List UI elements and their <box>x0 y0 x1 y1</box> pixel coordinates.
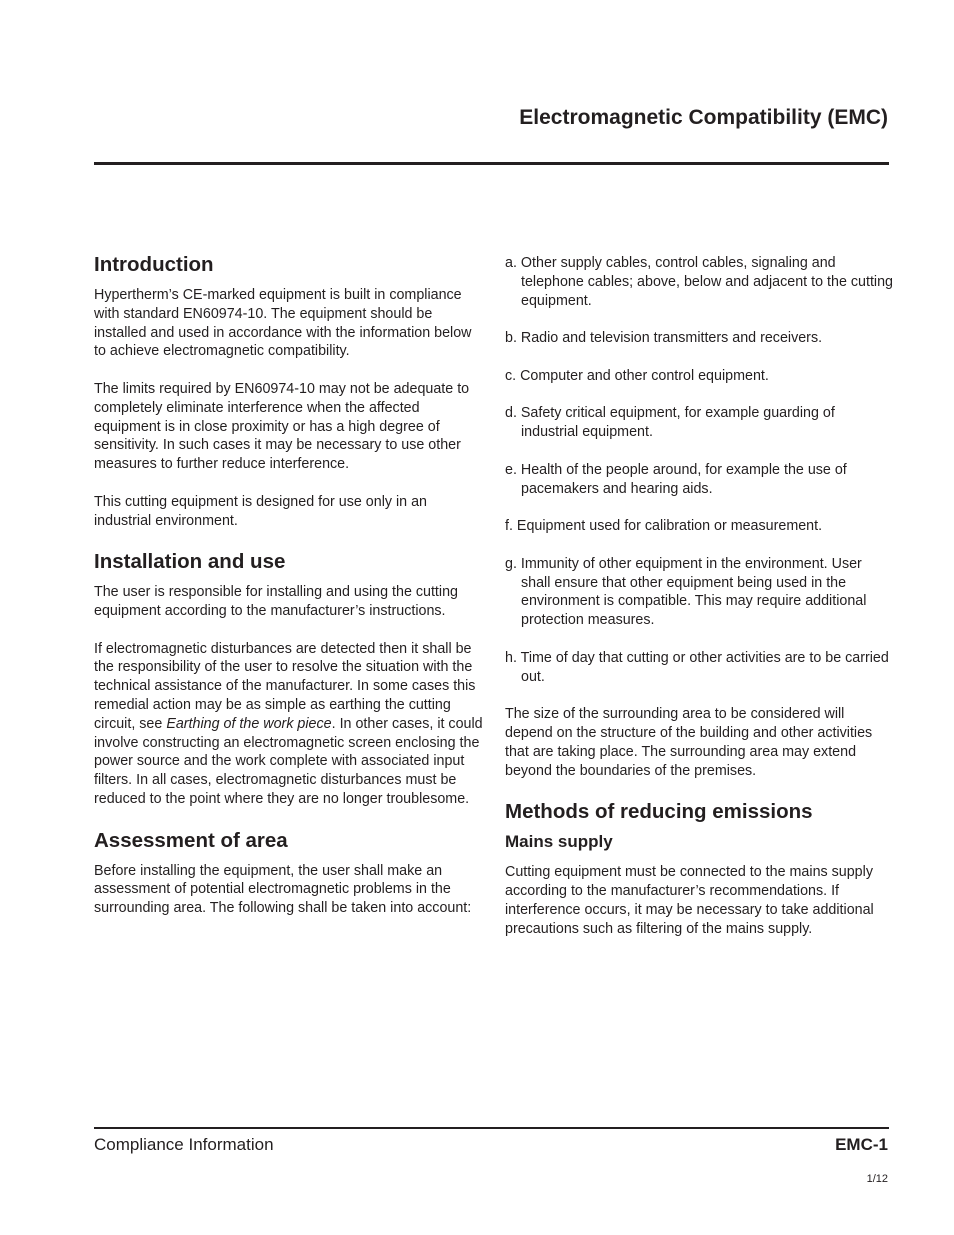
footer-rule <box>94 1127 889 1129</box>
intro-paragraph-2: The limits required by EN60974-10 may not be adequate to completely eliminate interference when the affected equipment is in close proximity or has a high degree of sensitivity. In such cases it may be necessary to use other measures to further reduce interference. <box>94 380 470 473</box>
assess-paragraph-1: Before installing the equipment, the user shall make an assessment of potential electromagnetic problems in the surrounding area. The following shall be taken into account: <box>94 862 472 917</box>
right-column <box>505 252 893 957</box>
list-item-f: f. Equipment used for calibration or measurement. <box>505 518 823 535</box>
assessment-heading: Assessment of area <box>94 828 288 852</box>
list-item-e: e. Health of the people around, for example the use of pacemakers and hearing aids. <box>505 461 847 497</box>
list-item-a: a. Other supply cables, control cables, signaling and telephone cables; above, below and adjacent to the cutting equipment. <box>505 255 893 309</box>
list-item-g: g. Immunity of other equipment in the environment. User shall ensure that other equipment being used in the environment is compatible. This may require additional protection measures. <box>505 555 867 629</box>
mains-supply-heading: Mains supply <box>505 832 613 852</box>
intro-paragraph-3: This cutting equipment is designed for use only in an industrial environment. <box>94 493 427 529</box>
page-title: Electromagnetic Compatibility (EMC) <box>519 106 888 129</box>
introduction-heading: Introduction <box>94 253 214 276</box>
mains-supply-paragraph: Cutting equipment must be connected to the mains supply according to the manufacturer’s recommendations. If interference occurs, it may be necessary to take additional precautions such as filtering of the mains supply. <box>505 864 874 937</box>
methods-heading: Methods of reducing emissions <box>505 800 813 824</box>
install-text-before: If electromagnetic disturbances are detected then it shall be the responsibility of the user to resolve the situation with the technical assistance of the manufacturer. In some cases this remedial action may be as simple as earthing the cutting circuit, see <box>94 640 476 732</box>
left-column <box>94 252 484 937</box>
surrounding-area-paragraph: The size of the surrounding area to be considered will depend on the structure of the building and other activities that are taking place. The surrounding area may extend beyond the boundaries of the premises. <box>505 706 873 779</box>
list-item-h: h. Time of day that cutting or other activities are to be carried out. <box>505 649 889 685</box>
intro-paragraph-1: Hypertherm’s CE-marked equipment is built in compliance with standard EN60974-10. The equipment should be installed and used in accordance with the information below to achieve electromagnetic compatibility. <box>94 287 472 360</box>
list-item-d: d. Safety critical equipment, for example guarding of industrial equipment. <box>505 405 835 441</box>
header-rule <box>94 162 889 165</box>
list-item-c: c. Computer and other control equipment. <box>505 367 769 384</box>
install-paragraph-1: The user is responsible for installing and using the cutting equipment according to the manufacturer’s instructions. <box>94 584 458 619</box>
earthing-reference-link[interactable]: Earthing of the work piece <box>166 715 332 732</box>
install-paragraph-2 <box>94 640 484 809</box>
installation-heading: Installation and use <box>94 550 286 574</box>
install-text-after: . In other cases, it could involve constructing an electromagnetic screen enclosing the power source and the work complete with associated input filters. In all cases, electromagnetic disturbances must be reduced to the point where they are no longer troublesome. <box>94 715 483 807</box>
page-counter: 1/12 <box>866 1173 888 1185</box>
footer-section-label: Compliance Information <box>94 1135 274 1154</box>
footer-page-label: EMC-1 <box>835 1135 888 1154</box>
list-item-b: b. Radio and television transmitters and receivers. <box>505 330 823 347</box>
